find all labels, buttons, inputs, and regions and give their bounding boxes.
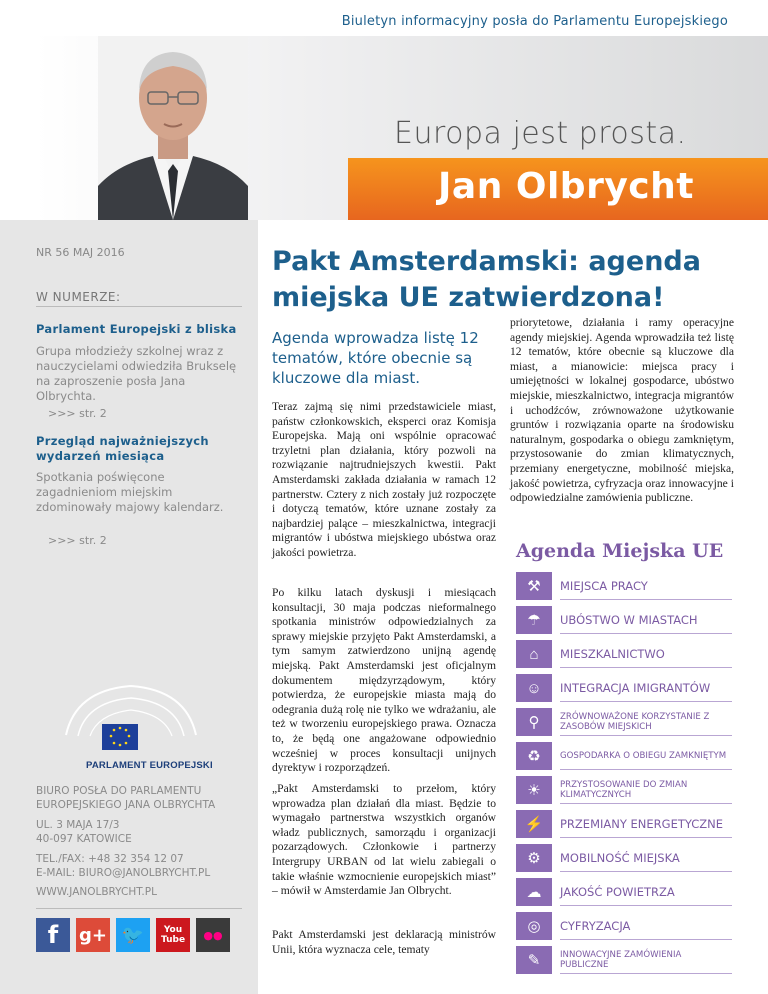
agenda-item [516, 604, 732, 636]
facebook-icon[interactable]: f [36, 918, 70, 952]
procurement-icon: ✎ [516, 946, 552, 974]
office-website[interactable]: WWW.JANOLBRYCHT.PL [36, 886, 157, 898]
header-banner [36, 36, 768, 220]
agenda-item [516, 672, 732, 704]
portrait-photo [98, 36, 248, 220]
section-desc-review: Spotkania poświęcone zagadnieniom miejskim zdominowały majowy kalendarz. [36, 470, 224, 514]
agenda-item [516, 944, 732, 976]
divider [36, 306, 242, 307]
office-phone: TEL./FAX: +48 32 354 12 07 [36, 853, 184, 865]
section-link-review[interactable]: >>> str. 2 [48, 534, 107, 547]
google-plus-icon[interactable]: g+ [76, 918, 110, 952]
office-name: BIURO POSŁA DO PARLAMENTU EUROPEJSKIEGO JANA OLBRYCHTA [36, 785, 216, 811]
agenda-item-label: MIEJSCA PRACY [560, 572, 732, 600]
agenda-item [516, 740, 732, 772]
european-parliament-label: PARLAMENT EUROPEJSKI [86, 760, 213, 771]
agenda-item [516, 910, 732, 942]
agenda-title: Agenda Miejska UE [516, 540, 724, 562]
agenda-item-label: MIESZKALNICTWO [560, 640, 732, 668]
social-links [36, 918, 230, 952]
agenda-item [516, 876, 732, 908]
section-desc-parliament: Grupa młodzieży szkolnej wraz z nauczycielami odwiedziła Brukselę na zaproszenie posła Jana Olbrychta. [36, 344, 237, 403]
agenda-item-label: GOSPODARKA O OBIEGU ZAMKNIĘTYM [560, 742, 732, 770]
agenda-list [516, 570, 732, 978]
agenda-item-label: CYFRYZACJA [560, 912, 732, 940]
digital-icon: ◎ [516, 912, 552, 940]
office-address-street: UL. 3 MAJA 17/3 [36, 819, 120, 831]
european-parliament-logo [56, 680, 206, 772]
issue-number: NR 56 MAJ 2016 [36, 246, 125, 259]
agenda-item-label: JAKOŚĆ POWIETRZA [560, 878, 732, 906]
twitter-icon[interactable]: 🐦 [116, 918, 150, 952]
agenda-item [516, 638, 732, 670]
in-this-issue-heading: W NUMERZE: [36, 290, 121, 304]
agenda-item [516, 570, 732, 602]
article-paragraph-3: „Pakt Amsterdamski to przełom, który wprowadza plan działań dla miast. Będzie to wymagało partnerstwa wszystkich organów władz publicznych, samorządu i organizacji pozarządowych. Członkowie i partnerzy Intergrupy URBAN od lat wielu zabiegali o takie właśnie wzmocnienie europejskich miast” – mówił w Amsterdamie Jan Olbrycht. [272, 782, 496, 898]
office-address-city: 40-097 KATOWICE [36, 833, 132, 845]
article-paragraph-2: Po kilku latach dyskusji i miesiącach konsultacji, 30 maja podczas nieformalnego spotkania ministrów odpowiedzialnych za sprawy miejskie przyjęto Pakt Amsterdamski, a tym samym zatwierdzono unijną agendę miejską. Pakt Amsterdamski jest oficjalnym dokumentem międzyrządowym, który potwierdza, że europejskie miasta mają do odegrania dużą rolę nie tylko we wdrażaniu, ale też w tworzeniu europejskiego prawa. Oznacza to, że będą one angażowane odpowiednio wcześniej w proces konsultacji unijnych dyrektyw i rozporządzeń. [272, 586, 496, 775]
integration-icon: ☺ [516, 674, 552, 702]
agenda-item-label: MOBILNOŚĆ MIEJSKA [560, 844, 732, 872]
agenda-item-label: PRZEMIANY ENERGETYCZNE [560, 810, 732, 838]
section-title-parliament: Parlament Europejski z bliska [36, 322, 237, 336]
agenda-item-label: INNOWACYJNE ZAMÓWIENIA PUBLICZNE [560, 946, 732, 974]
article-paragraph-1: Teraz zajmą się nimi przedstawiciele miast, państw członkowskich, eksperci oraz Komisja Europejska. Mają oni wspólnie opracować trzyletni plan działania, który pozwoli na rozwiązanie najtrudniejszych kwestii. Pakt Amsterdamski zakłada działania w ramach 12 partnerstw. Cztery z nich zostały już rozpoczęte i dotyczą tematów, które uznane zostały za najbardziej palące – mieszkalnictwa, integracji migrantów i ubóstwa miejskiego ubóstwa oraz jakości powietrza. [272, 400, 496, 559]
worker-icon: ⚒ [516, 572, 552, 600]
agenda-item-label: INTEGRACJA IMIGRANTÓW [560, 674, 732, 702]
article-paragraph-5: priorytetowe, działania i ramy operacyjne agendy miejskiej. Agenda wprowadziła też listę 12 tematów, które obecnie są kluczowe dla miast, a mianowicie: miejsca pracy i umiejętności w lokalnej gospodarce, ubóstwo miejskie, mieszkalnictwo, integracja migrantów i uchodźców, zrównoważone użytkowanie gruntów i rozwiązania oparte na środowisku naturalnym, gospodarka o obiegu zamkniętym, przystosowanie do zmian klimatycznych, przemiany energetyczne, mobilność miejska, jakość powietrza, cyfryzacja oraz innowacyjne i odpowiedzialne zamówienia publiczne. [510, 316, 734, 505]
agenda-item-label: UBÓSTWO W MIASTACH [560, 606, 732, 634]
slogan: Europa jest prosta. [394, 116, 687, 151]
tap-icon: ⚲ [516, 708, 552, 736]
agenda-item-label: PRZYSTOSOWANIE DO ZMIAN KLIMATYCZNYCH [560, 776, 732, 804]
author-name: Jan Olbrycht [438, 166, 694, 207]
recycle-icon: ♻ [516, 742, 552, 770]
sidebar [0, 220, 258, 994]
article-paragraph-4: Pakt Amsterdamski jest deklaracją ministrów Unii, która wyznacza cele, tematy [272, 928, 496, 956]
agenda-item [516, 808, 732, 840]
article-headline: Pakt Amsterdamski: agenda miejska UE zatwierdzona! [272, 246, 701, 313]
section-link-parliament[interactable]: >>> str. 2 [48, 407, 107, 420]
divider [36, 908, 242, 909]
article-lead: Agenda wprowadza listę 12 tematów, które obecnie są kluczowe dla miast. [272, 329, 479, 387]
agenda-item [516, 842, 732, 874]
agenda-item-label: ZRÓWNOWAŻONE KORZYSTANIE Z ZASOBÓW MIEJSKICH [560, 708, 732, 736]
bike-icon: ⚙ [516, 844, 552, 872]
agenda-item [516, 774, 732, 806]
youtube-icon[interactable]: You Tube [156, 918, 190, 952]
factory-icon: ☁ [516, 878, 552, 906]
bulletin-tagline: Biuletyn informacyjny posła do Parlamentu Europejskiego [341, 14, 728, 29]
energy-icon: ⚡ [516, 810, 552, 838]
flickr-icon[interactable]: ●● [196, 918, 230, 952]
section-title-review: Przegląd najważniejszych wydarzeń miesiąca [36, 434, 209, 463]
office-email[interactable]: E-MAIL: BIURO@JANOLBRYCHT.PL [36, 867, 211, 879]
poverty-icon: ☂ [516, 606, 552, 634]
climate-icon: ☀ [516, 776, 552, 804]
housing-icon: ⌂ [516, 640, 552, 668]
agenda-item [516, 706, 732, 738]
